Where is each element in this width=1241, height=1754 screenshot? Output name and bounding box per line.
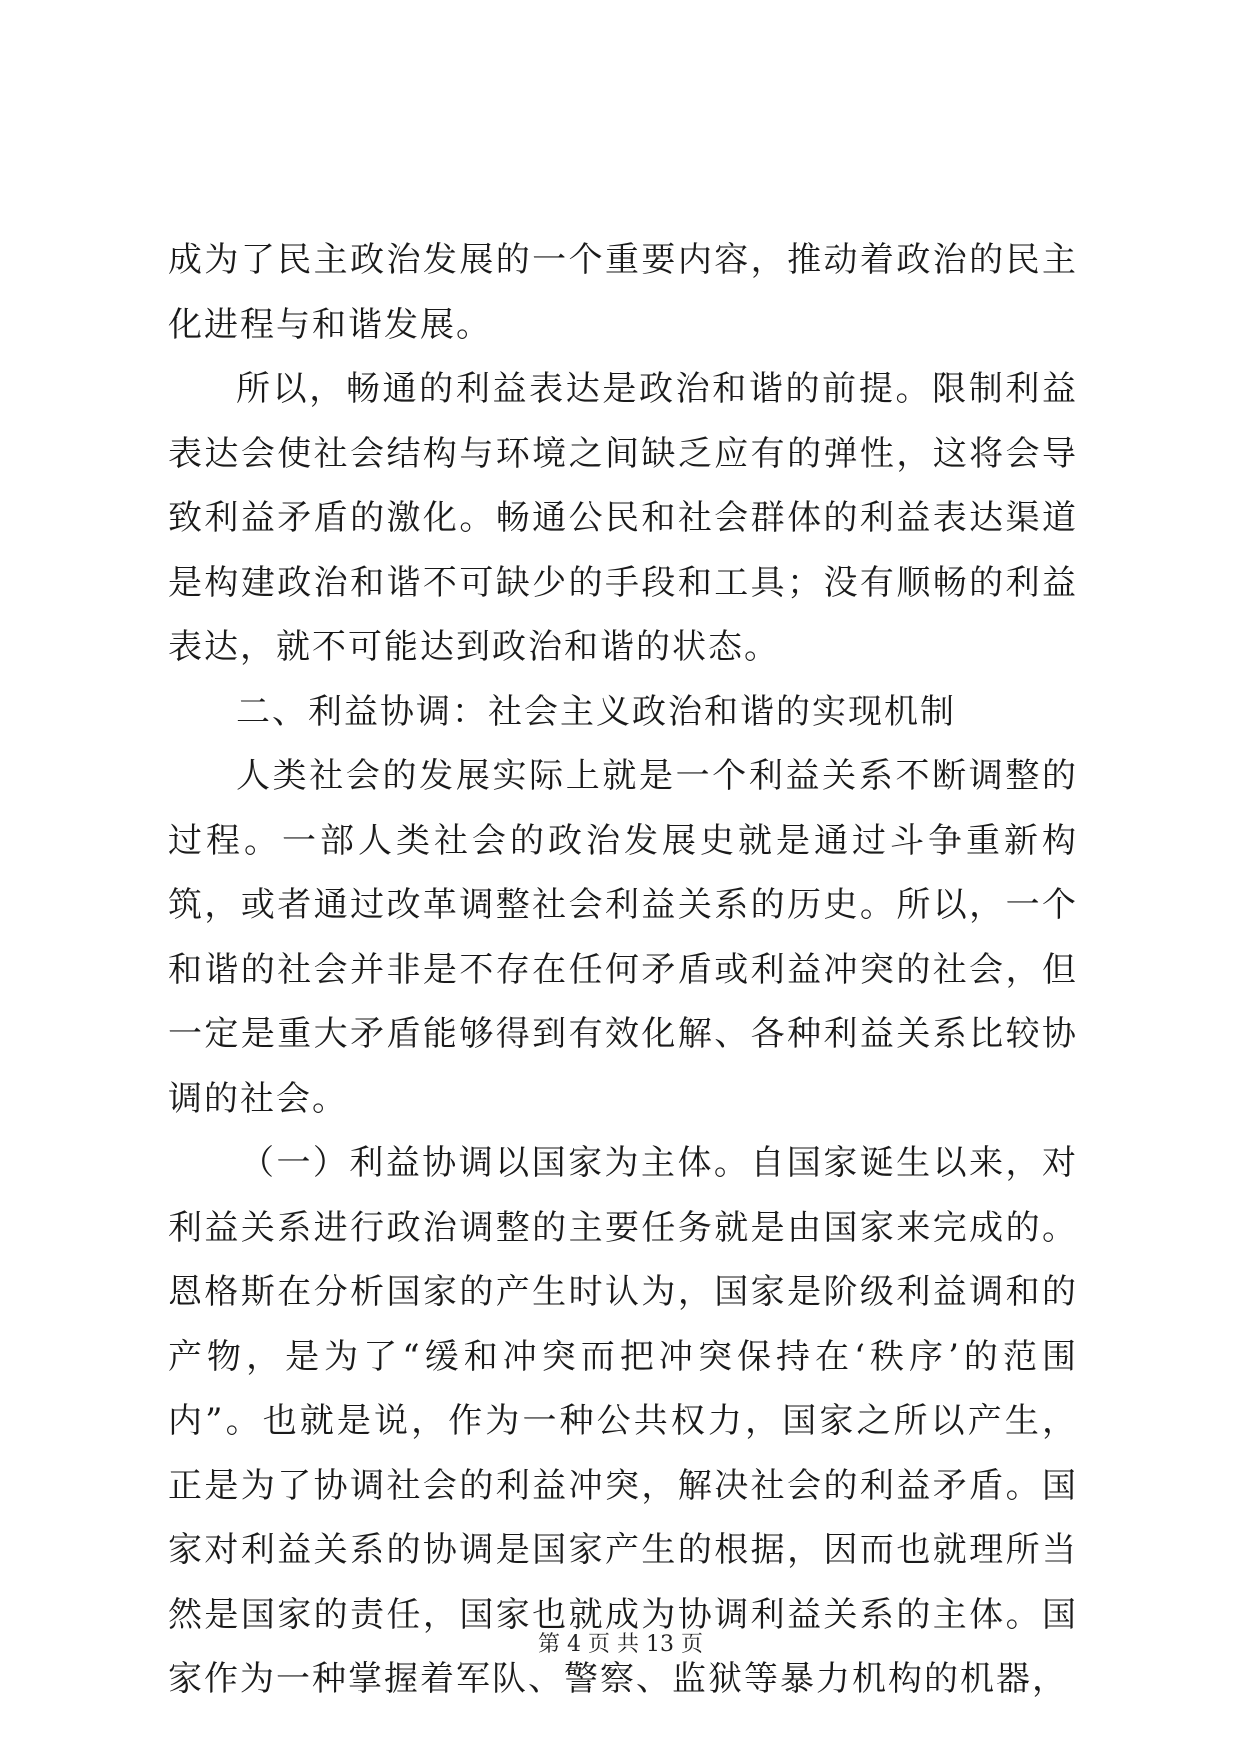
section-heading: 二、利益协调：社会主义政治和谐的实现机制 [236,691,956,732]
paragraph: 所以，畅通的利益表达是政治和谐的前提。限制利益表达会使社会结构与环境之间缺乏应有的弹性，这将会导致利益矛盾的激化。畅通公民和社会群体的利益表达渠道是构建政治和谐不可缺少的手段和工具；没有顺畅的利益表达，就不可能达到政治和谐的状态。 [168,369,1078,667]
paragraph-continuation: 成为了民主政治发展的一个重要内容，推动着政治的民主化进程与和谐发展。 [168,240,1078,345]
paragraph: 人类社会的发展实际上就是一个利益关系不断调整的过程。一部人类社会的政治发展史就是通过斗争重新构筑，或者通过改革调整社会利益关系的历史。所以，一个和谐的社会并非是不存在任何矛盾或利益冲突的社会，但一定是重大矛盾能够得到有效化解、各种利益关系比较协调的社会。 [168,756,1078,1119]
page-footer [0,1627,1241,1658]
page-number: 第 4 页 共 13 页 [538,1632,703,1657]
body-text [168,228,1078,1712]
paragraph: （一）利益协调以国家为主体。自国家诞生以来，对利益关系进行政治调整的主要任务就是由国家来完成的。恩格斯在分析国家的产生时认为，国家是阶级利益调和的产物，是为了“缓和冲突而把冲突保持在‘秩序’的范围内”。也就是说，作为一种公共权力，国家之所以产生，正是为了协调社会的利益冲突，解决社会的利益矛盾。国家对利益关系的协调是国家产生的根据，因而也就理所当然是国家的责任，国家也就成为协调利益关系的主体。国家作为一种掌握着军队、警察、监狱等暴力机构的机器， [168,1143,1078,1699]
